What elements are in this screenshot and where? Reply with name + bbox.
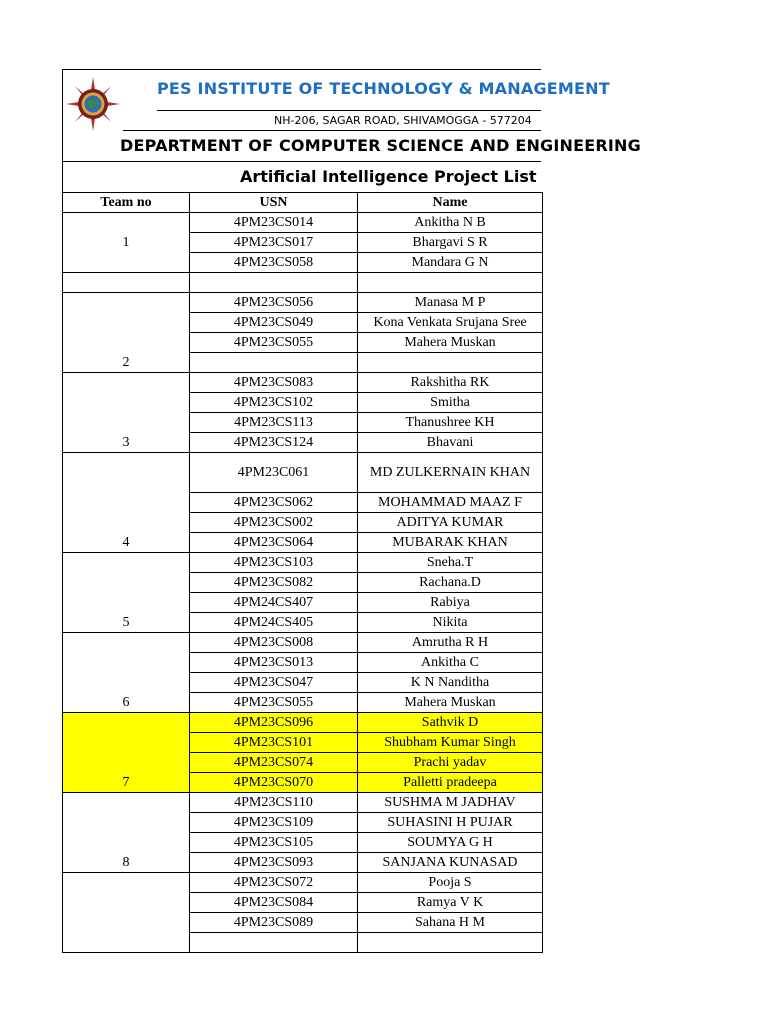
table-row [63,793,543,813]
name-cell: Mahera Muskan [358,333,543,353]
table-row [63,633,543,653]
name-cell: Palletti pradeepa [358,773,543,793]
name-cell: Pooja S [358,873,543,893]
college-emblem-icon [65,76,121,132]
usn-cell: 4PM23CS102 [190,393,358,413]
table-row [63,453,543,493]
name-cell: Rachana.D [358,573,543,593]
usn-cell: 4PM23CS055 [190,333,358,353]
usn-cell: 4PM23CS093 [190,853,358,873]
usn-cell: 4PM23CS110 [190,793,358,813]
name-cell: MD ZULKERNAIN KHAN [358,453,543,493]
institute-name: PES INSTITUTE OF TECHNOLOGY & MANAGEMENT [157,79,610,98]
table-row [63,213,543,233]
name-cell: Rabiya [358,593,543,613]
usn-cell: 4PM23CS062 [190,493,358,513]
name-cell: Amrutha R H [358,633,543,653]
name-cell [358,353,543,373]
name-cell: MOHAMMAD MAAZ F [358,493,543,513]
usn-cell: 4PM23CS105 [190,833,358,853]
usn-cell: 4PM23CS101 [190,733,358,753]
column-header-team-no: Team no [63,193,190,213]
usn-cell: 4PM23CS064 [190,533,358,553]
usn-cell: 4PM23CS072 [190,873,358,893]
usn-cell: 4PM23CS049 [190,313,358,333]
usn-cell: 4PM23CS083 [190,373,358,393]
project-team-table [62,192,543,953]
team-number-cell: 7 [63,713,190,793]
usn-cell: 4PM23CS002 [190,513,358,533]
name-cell: Bhavani [358,433,543,453]
team-number-cell [63,873,190,953]
usn-cell [190,933,358,953]
name-cell: Ankitha N B [358,213,543,233]
usn-cell: 4PM23CS008 [190,633,358,653]
name-cell [358,933,543,953]
institute-address: NH-206, SAGAR ROAD, SHIVAMOGGA - 577204 [274,114,532,127]
name-cell: Shubham Kumar Singh [358,733,543,753]
table-row [63,873,543,893]
usn-cell: 4PM23CS055 [190,693,358,713]
department-name: DEPARTMENT OF COMPUTER SCIENCE AND ENGINEERING [120,136,641,155]
name-cell: Ankitha C [358,653,543,673]
usn-cell: 4PM23C061 [190,453,358,493]
table-row [63,273,543,293]
name-cell: K N Nanditha [358,673,543,693]
header-row [63,193,543,213]
usn-cell: 4PM23CS089 [190,913,358,933]
team-number-cell: 2 [63,293,190,373]
usn-cell: 4PM23CS058 [190,253,358,273]
team-number-cell: 8 [63,793,190,873]
name-cell: Rakshitha RK [358,373,543,393]
name-cell [358,273,543,293]
name-cell: Mandara G N [358,253,543,273]
name-cell: Sahana H M [358,913,543,933]
name-cell: SUHASINI H PUJAR [358,813,543,833]
team-number-cell: 1 [63,213,190,273]
team-number-cell: 5 [63,553,190,633]
name-cell: Smitha [358,393,543,413]
top-border [62,69,541,70]
usn-cell: 4PM23CS103 [190,553,358,573]
usn-cell: 4PM23CS070 [190,773,358,793]
name-cell: MUBARAK KHAN [358,533,543,553]
usn-cell [190,353,358,373]
project-title: Artificial Intelligence Project List [240,167,537,186]
name-cell: SUSHMA M JADHAV [358,793,543,813]
name-cell: Bhargavi S R [358,233,543,253]
usn-cell: 4PM23CS124 [190,433,358,453]
name-cell: Mahera Muskan [358,693,543,713]
table-row [63,553,543,573]
usn-cell: 4PM23CS096 [190,713,358,733]
usn-cell: 4PM23CS082 [190,573,358,593]
usn-cell: 4PM24CS407 [190,593,358,613]
team-number-cell: 4 [63,453,190,553]
name-cell: Ramya V K [358,893,543,913]
usn-cell: 4PM23CS013 [190,653,358,673]
usn-cell: 4PM23CS047 [190,673,358,693]
name-cell: ADITYA KUMAR [358,513,543,533]
usn-cell: 4PM23CS074 [190,753,358,773]
name-cell: Sathvik D [358,713,543,733]
table-row [63,373,543,393]
name-cell: SOUMYA G H [358,833,543,853]
name-cell: Manasa M P [358,293,543,313]
name-cell: Nikita [358,613,543,633]
usn-cell: 4PM23CS017 [190,233,358,253]
team-number-cell: 3 [63,373,190,453]
table-row-highlighted [63,713,543,733]
divider [62,161,541,162]
usn-cell [190,273,358,293]
column-header-usn: USN [190,193,358,213]
name-cell: Sneha.T [358,553,543,573]
name-cell: Kona Venkata Srujana Sree [358,313,543,333]
table-row [63,293,543,313]
usn-cell: 4PM23CS056 [190,293,358,313]
column-header-name: Name [358,193,543,213]
team-number-cell: 6 [63,633,190,713]
name-cell: Prachi yadav [358,753,543,773]
usn-cell: 4PM23CS113 [190,413,358,433]
name-cell: Thanushree KH [358,413,543,433]
usn-cell: 4PM23CS014 [190,213,358,233]
usn-cell: 4PM23CS084 [190,893,358,913]
name-cell: SANJANA KUNASAD [358,853,543,873]
spreadsheet-page [62,69,641,947]
team-number-cell [63,273,190,293]
divider [157,110,541,111]
usn-cell: 4PM23CS109 [190,813,358,833]
divider [123,130,541,131]
usn-cell: 4PM24CS405 [190,613,358,633]
